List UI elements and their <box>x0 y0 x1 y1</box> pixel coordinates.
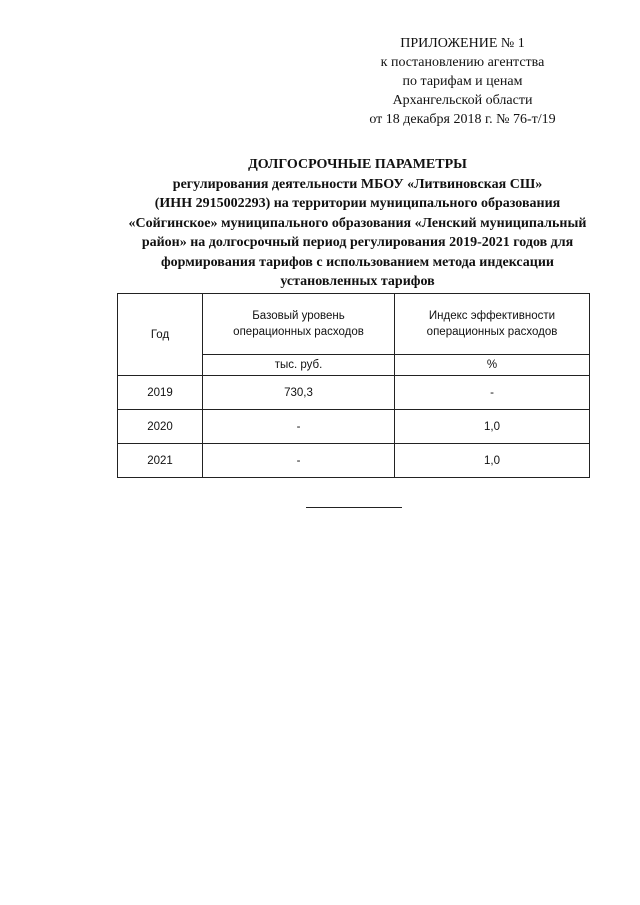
appendix-line: Архангельской области <box>392 93 533 108</box>
unit-base: тыс. руб. <box>203 355 395 376</box>
header-base-level <box>203 294 395 355</box>
table-row <box>118 410 590 444</box>
cell-base: - <box>203 444 395 478</box>
appendix-title: ПРИЛОЖЕНИЕ № 1 <box>400 36 525 51</box>
header-index-line: Индекс эффективности <box>428 310 556 322</box>
table-row <box>118 444 590 478</box>
cell-index: 1,0 <box>395 444 590 478</box>
title-line: установленных тарифов <box>280 274 435 289</box>
cell-year: 2020 <box>118 410 203 444</box>
appendix-line: к постановлению агентства <box>380 55 545 70</box>
title-line: формирования тарифов с использованием метода индексации <box>161 254 554 270</box>
cell-year: 2019 <box>118 376 203 410</box>
appendix-line: по тарифам и ценам <box>402 74 523 89</box>
table-row <box>118 376 590 410</box>
header-index-line: операционных расходов <box>426 326 558 338</box>
cell-base: 730,3 <box>203 376 395 410</box>
header-base-line: Базовый уровень <box>252 310 345 322</box>
cell-index: - <box>395 376 590 410</box>
title-line: (ИНН 2915002293) на территории муниципального образования <box>154 196 561 211</box>
cell-year: 2021 <box>118 444 203 478</box>
table-header-row <box>118 294 590 355</box>
cell-base: - <box>203 410 395 444</box>
header-efficiency-index <box>395 294 590 355</box>
header-year: Год <box>118 294 203 376</box>
title-line: регулирования деятельности МБОУ «Литвиновская СШ» <box>172 176 543 192</box>
title-line: ДОЛГОСРОЧНЫЕ ПАРАМЕТРЫ <box>248 157 467 172</box>
document-title <box>95 155 620 292</box>
parameters-table <box>117 293 590 478</box>
unit-index: % <box>395 355 590 376</box>
appendix-date: от 18 декабря 2018 г. № 76-т/19 <box>369 112 556 127</box>
header-base-line: операционных расходов <box>233 326 364 338</box>
cell-index: 1,0 <box>395 410 590 444</box>
title-line: район» на долгосрочный период регулирования 2019-2021 годов для <box>141 235 574 250</box>
appendix-heading <box>360 34 565 129</box>
title-line: «Сойгинское» муниципального образования «Ленский муниципальный <box>128 215 587 231</box>
end-separator-line <box>306 507 402 508</box>
